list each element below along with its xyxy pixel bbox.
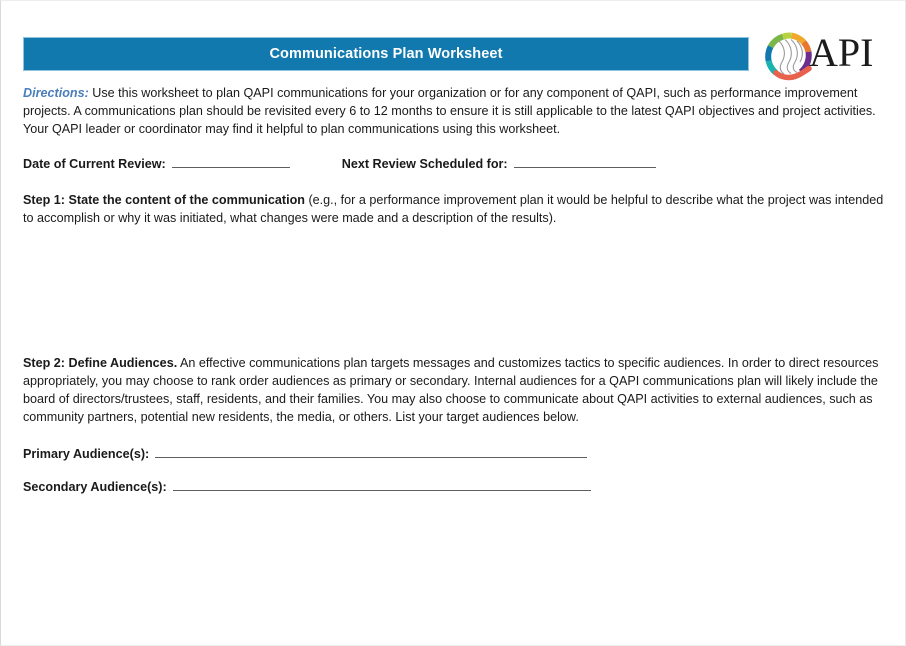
date-of-current-review-input[interactable] [172,167,290,168]
secondary-audience-row [23,480,885,495]
worksheet-body [23,85,885,495]
step-2-paragraph [23,355,885,427]
next-review-scheduled-label: Next Review Scheduled for: [341,156,508,171]
next-review-scheduled-input[interactable] [514,167,656,168]
step-1-paragraph [23,192,885,228]
step-1-answer-area[interactable] [23,227,885,355]
primary-audience-label: Primary Audience(s): [23,446,150,461]
step-1-heading: Step 1: State the content of the communication [23,192,305,207]
page-title: Communications Plan Worksheet [269,45,503,62]
step-1-body: (e.g., for a performance improvement plan it would be helpful to describe what the project was intended to accomplish or why it was initiated, what changes were made and a description of the results). [23,192,884,225]
directions-label: Directions: [23,86,89,100]
qapi-logo-wordmark: API [809,30,874,75]
date-of-current-review-label: Date of Current Review: [23,156,166,171]
qapi-logo [761,29,893,87]
secondary-audience-label: Secondary Audience(s): [23,479,167,494]
directions-text: Use this worksheet to plan QAPI communications for your organization or for any component of QAPI, such as performance improvement projects. A communications plan should be revisited every 6 to 12 months to ensure it is still applicable to the latest QAPI objectives and project activities. Your QAPI leader or coordinator may find it helpful to plan communications using this worksheet. [23,86,876,136]
step-2-body: An effective communications plan targets messages and customizes tactics to specific audiences. In order to direct resources appropriately, you may choose to rank order audiences as primary or secondary. Internal audiences for a QAPI communications plan will likely include the board of directors/trustees, staff, residents, and their families. You may also choose to communicate about QAPI activities to external audiences, such as community partners, potential new residents, the media, or others. List your target audiences below. [23,356,879,424]
primary-audience-row [23,447,885,462]
document-header [1,29,906,85]
title-banner [23,37,749,71]
review-dates-row [23,157,885,172]
primary-audience-input[interactable] [155,457,587,458]
directions-paragraph [23,85,885,139]
step-2-heading: Step 2: Define Audiences. [23,356,178,371]
secondary-audience-input[interactable] [173,490,591,491]
